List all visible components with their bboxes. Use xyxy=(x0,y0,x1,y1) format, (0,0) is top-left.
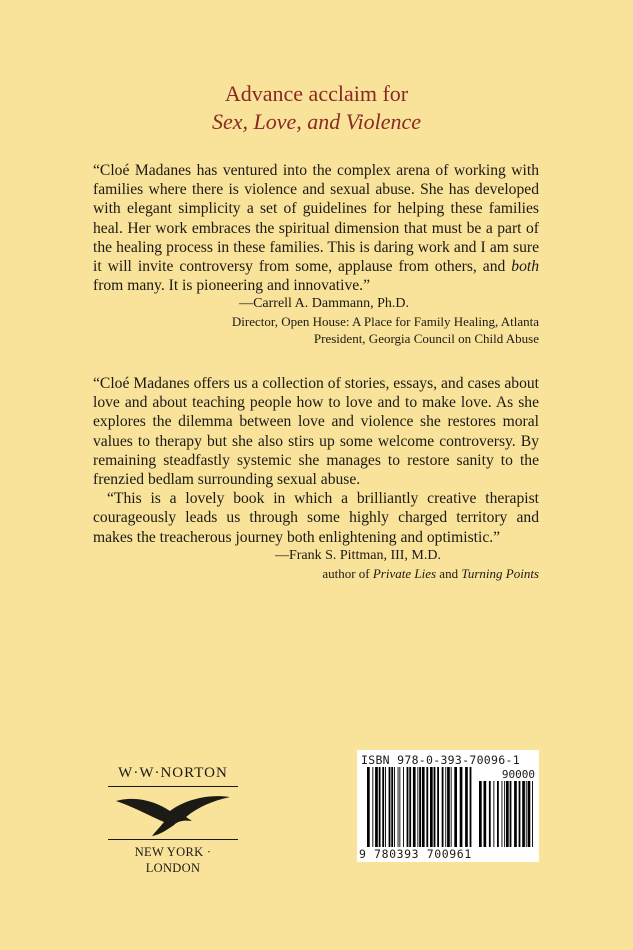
barcode-bar xyxy=(484,781,487,847)
attribution xyxy=(93,295,539,347)
barcode-bar xyxy=(532,781,533,847)
barcode-bar xyxy=(447,767,450,847)
acclaim-heading xyxy=(0,80,633,136)
publisher-name: W·W·NORTON xyxy=(118,765,228,781)
barcode-bar xyxy=(510,781,512,847)
quote-text: “Cloé Madanes has ventured into the complex arena of working with families where there is violence and sexual abuse. She has developed with elegant simplicity a set of guidelines for helping these families heal. Her work embraces the spiritual dimension that must be a part of the healing process in these families. This is daring work and I am sure it will invite controversy from some, applause from others, and both from many. It is pioneering and innovative.” xyxy=(93,162,539,295)
barcode-bar xyxy=(454,767,457,847)
barcode-bar xyxy=(403,767,404,847)
barcode-bar xyxy=(442,767,444,847)
barcode-bar xyxy=(437,767,439,847)
publisher-logo xyxy=(108,764,238,876)
barcode-bar xyxy=(375,767,378,847)
barcode-bar xyxy=(506,781,509,847)
quote-paragraph-1: “Cloé Madanes offers us a collection of stories, essays, and cases about love and about teaching people how to love and to make love. As she explores the dilemma between love and violence she restores moral values to therapy but she also stirs up some welcome controversy. By remaining steadfastly systemic she manages to restore sanity to the frenzied bedlam surrounding sexual abuse. xyxy=(93,375,539,489)
seagull-icon xyxy=(108,786,238,840)
publisher-location: NEW YORK · LONDON xyxy=(134,845,212,875)
barcode-bar xyxy=(514,781,517,847)
barcode-bar xyxy=(422,767,425,847)
barcode-bar xyxy=(372,767,373,847)
barcode-bar xyxy=(399,767,400,847)
barcode-bar xyxy=(391,767,393,847)
barcode-bar xyxy=(407,767,409,847)
attribution-name: —Carrell A. Dammann, Ph.D. xyxy=(239,296,409,312)
attribution-title-2: President, Georgia Council on Child Abuse xyxy=(313,331,539,347)
barcode-bar xyxy=(409,767,411,847)
barcode-bar xyxy=(470,767,472,847)
quote-dammann xyxy=(93,161,539,347)
barcode-bar xyxy=(389,767,391,847)
barcode-bar xyxy=(382,767,384,847)
barcode-bar xyxy=(528,781,531,847)
barcode-bar xyxy=(479,781,482,847)
isbn-text: ISBN 978-0-393-70096-1 xyxy=(361,753,520,767)
barcode-bar xyxy=(379,767,381,847)
ean-number: 9 780393 700961 xyxy=(359,847,472,861)
isbn-barcode xyxy=(357,750,539,862)
barcode-bar xyxy=(430,767,433,847)
barcode-bar xyxy=(493,781,494,847)
attribution-books: author of Private Lies and Turning Points xyxy=(322,565,539,581)
barcode-bar xyxy=(497,781,499,847)
barcode-bar xyxy=(451,767,452,847)
barcode-bar xyxy=(526,781,527,847)
attribution-title-1: Director, Open House: A Place for Family Healing, Atlanta xyxy=(231,314,539,330)
book-title: Sex, Love, and Violence xyxy=(211,109,422,134)
barcode-bar xyxy=(502,781,503,847)
barcode-bar xyxy=(398,767,399,847)
barcode-bar xyxy=(413,767,416,847)
barcode-bar xyxy=(519,781,521,847)
barcode-bar xyxy=(426,767,428,847)
barcode-bar xyxy=(460,767,463,847)
attribution xyxy=(93,547,539,582)
barcode-bar xyxy=(489,781,491,847)
barcode-bar xyxy=(417,767,418,847)
barcode-bar xyxy=(419,767,421,847)
quote-emphasis: both xyxy=(511,258,539,276)
barcode-bar xyxy=(385,767,386,847)
price-code: 90000 xyxy=(501,768,535,781)
barcode-bar xyxy=(434,767,436,847)
barcode-bar xyxy=(465,767,468,847)
quote-paragraph-2: “This is a lovely book in which a brilliantly creative therapist courageously leads us through some highly charged territory and makes the treacherous journey both enlightening and optimistic.” xyxy=(93,490,539,546)
barcode-bar xyxy=(504,781,505,847)
barcode-bar xyxy=(522,781,525,847)
quote-pittman xyxy=(93,374,539,582)
barcode-bar xyxy=(367,767,370,847)
barcode-bar xyxy=(394,767,395,847)
barcode-bars xyxy=(357,750,539,862)
heading-line-1: Advance acclaim for xyxy=(224,81,409,106)
barcode-bar xyxy=(445,767,446,847)
attribution-name: —Frank S. Pittman, III, M.D. xyxy=(274,547,441,563)
